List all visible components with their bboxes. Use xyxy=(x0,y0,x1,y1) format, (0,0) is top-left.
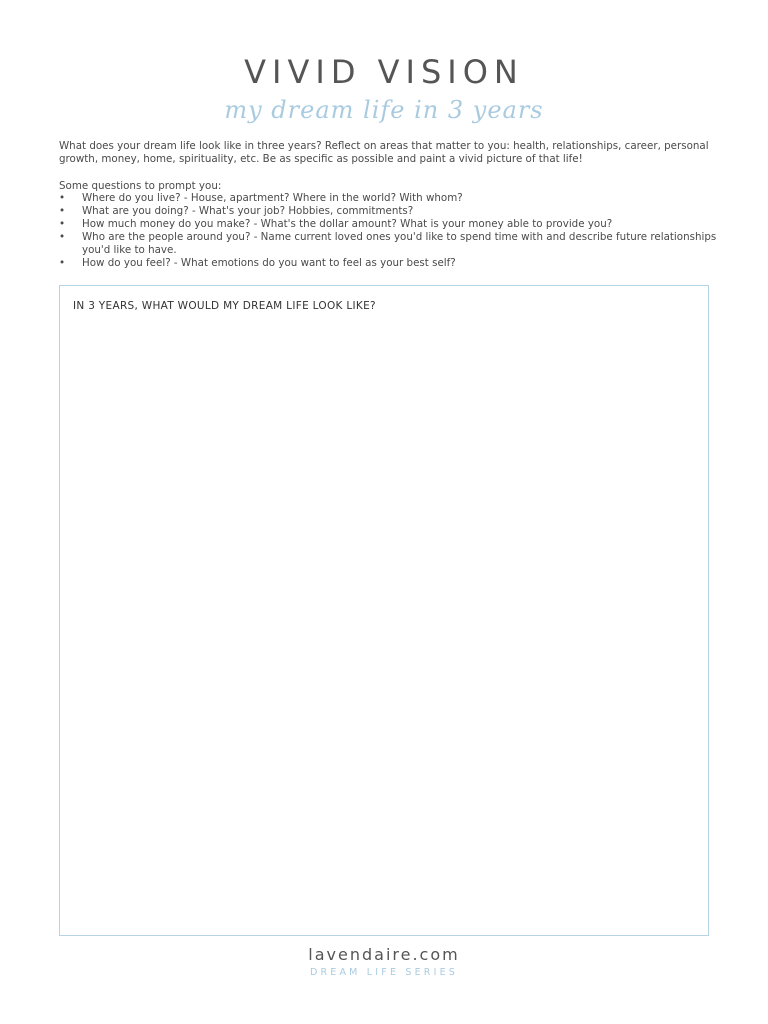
question-item xyxy=(59,257,719,270)
footer-site: lavendaire.com xyxy=(308,945,460,964)
question-text: How do you feel? - What emotions do you want to feel as your best self? xyxy=(82,257,456,269)
footer-series: DREAM LIFE SERIES xyxy=(309,967,459,978)
bullet-icon: • xyxy=(59,218,66,230)
question-item xyxy=(59,192,719,205)
intro-paragraph: What does your dream life look like in three years? Reflect on areas that matter to you: health, relationships, career, personal growth, money, home, spirituality, etc. Be as specific as possible and paint a vivid picture of that life! xyxy=(59,140,709,165)
question-text: What are you doing? - What's your job? Hobbies, commitments? xyxy=(82,205,414,217)
question-item xyxy=(59,218,719,231)
answer-box-heading: IN 3 YEARS, WHAT WOULD MY DREAM LIFE LOOK LIKE? xyxy=(73,300,376,312)
prompt-heading: Some questions to prompt you: xyxy=(59,180,222,192)
bullet-icon: • xyxy=(59,205,66,217)
question-text: Where do you live? - House, apartment? Where in the world? With whom? xyxy=(82,192,463,204)
question-text: How much money do you make? - What's the dollar amount? What is your money able to provide you? xyxy=(82,218,613,230)
answer-box[interactable] xyxy=(59,285,709,936)
bullet-icon: • xyxy=(59,231,66,243)
bullet-icon: • xyxy=(59,257,66,269)
question-item xyxy=(59,231,719,257)
bullet-icon: • xyxy=(59,192,66,204)
question-list xyxy=(59,192,719,270)
question-text: Who are the people around you? - Name current loved ones you'd like to spend time with and describe future relationships you'd like to have. xyxy=(82,231,717,256)
page-title: VIVID VISION xyxy=(244,53,524,91)
page-subtitle: my dream life in 3 years xyxy=(224,96,544,124)
question-item xyxy=(59,205,719,218)
